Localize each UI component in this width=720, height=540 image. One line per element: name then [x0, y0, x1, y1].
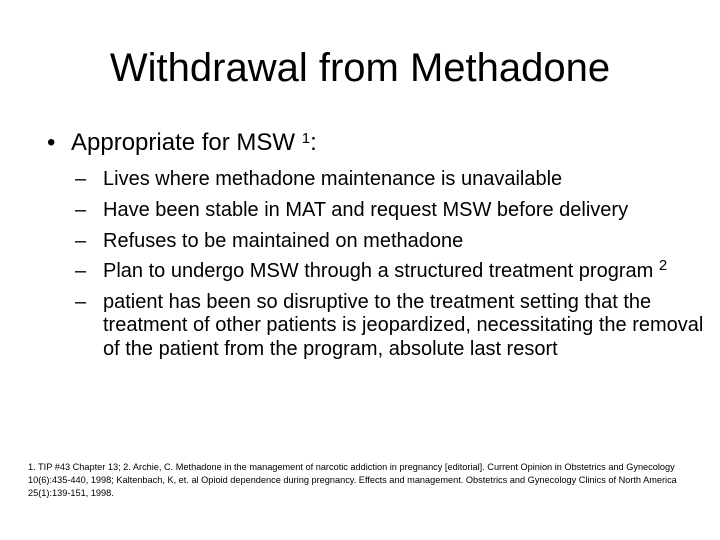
- dash-marker: –: [75, 168, 87, 190]
- main-bullet-suffix: :: [310, 129, 317, 156]
- slide-title: Withdrawal from Methadone: [109, 46, 611, 90]
- footnote-ref: 2: [658, 257, 668, 275]
- bullet-marker: •: [47, 129, 56, 156]
- sub-bullet-text: Refuses to be maintained on methadone: [103, 229, 464, 252]
- main-bullet-text: [71, 128, 317, 158]
- sub-bullet-text: Lives where methadone maintenance is unavailable: [103, 168, 563, 190]
- sub-bullet-list: [75, 168, 705, 369]
- sub-bullet-text: patient has been so disruptive to the treatment setting that the treatment of other patients is jeopardized, necessitating the removal of the patient from the program, absolute last resort: [103, 291, 704, 360]
- main-bullet-label: Appropriate for MSW: [71, 129, 302, 156]
- sub-bullet-item: [75, 257, 705, 283]
- footnote-references: 1. TIP #43 Chapter 13; 2. Archie, C. Methadone in the management of narcotic addiction in pregnancy [editorial]. Current Opinion in Obstetrics and Gynecology 10(6):435-440, 1998; Kaltenbach, K, et. al Opioid dependence during pregnancy. Effects and management. Obstetrics and Gynecology Clinics of North America 25(1):139-151, 1998.: [28, 462, 677, 498]
- dash-marker: –: [75, 229, 87, 252]
- sub-bullet-text: Have been stable in MAT and request MSW before delivery: [103, 198, 629, 221]
- sub-bullet-item: [75, 291, 705, 361]
- sub-bullet-text: Plan to undergo MSW through a structured treatment program: [103, 260, 659, 283]
- main-bullet-footnote-ref: 1: [301, 130, 311, 147]
- sub-bullet-item: [75, 230, 705, 253]
- dash-marker: –: [75, 198, 87, 221]
- sub-bullet-item: [75, 168, 705, 191]
- dash-marker: –: [75, 260, 87, 283]
- sub-bullet-item: [75, 199, 705, 222]
- dash-marker: –: [75, 291, 87, 314]
